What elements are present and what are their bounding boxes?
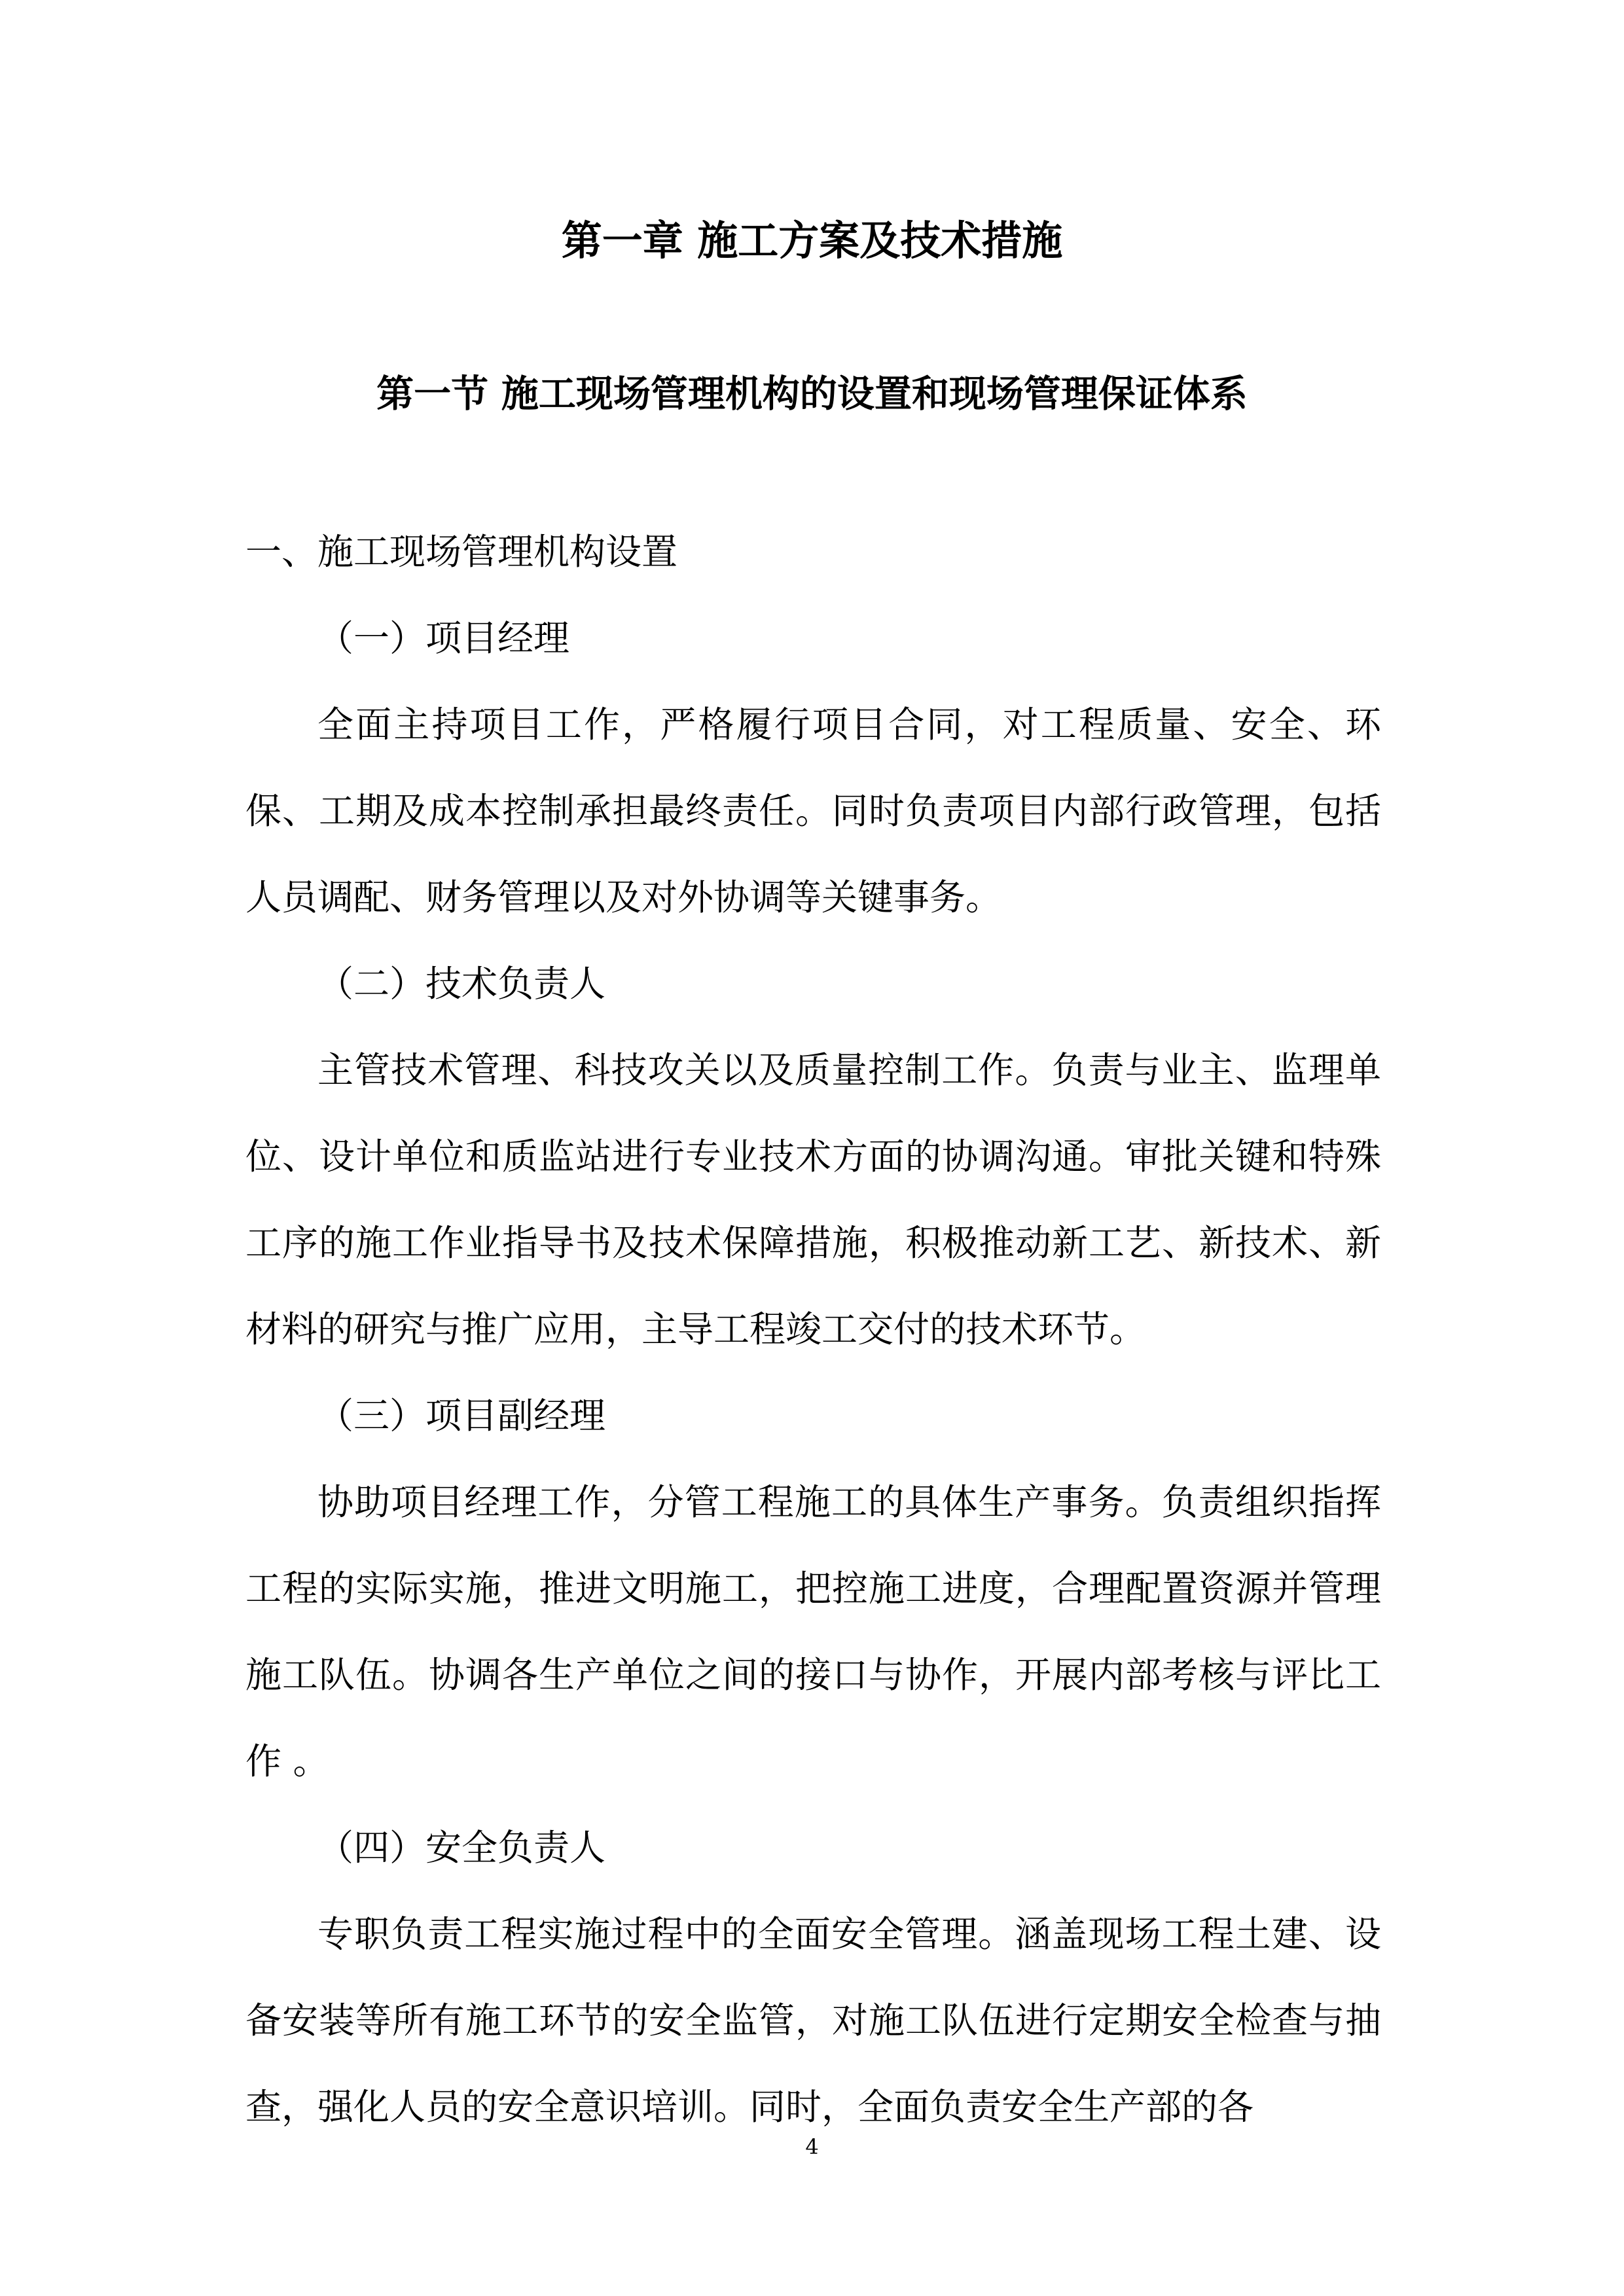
role-heading-safety-officer: （四）安全负责人 xyxy=(317,1827,606,1869)
role-paragraph-deputy-manager: 协助项目经理工作，分管工程施工的具体生产事务。负责组织指挥工程的实际实施，推进文明施工，把控施工进度，合理配置资源并管理施工队伍。协调各生产单位之间的接口与协作，开展内部考核与评比工作 。 xyxy=(245,1481,1381,1782)
heading-level-1: 一、施工现场管理机构设置 xyxy=(245,531,678,573)
role-heading-technical-lead: （二）技术负责人 xyxy=(317,963,606,1005)
role-heading-project-manager: （一）项目经理 xyxy=(317,617,570,659)
role-paragraph-technical-lead: 主管技术管理、科技攻关以及质量控制工作。负责与业主、监理单位、设计单位和质监站进行专业技术方面的协调沟通。审批关键和特殊工序的施工作业指导书及技术保障措施，积极推动新工艺、新技术、新材料的研究与推广应用，主导工程竣工交付的技术环节。 xyxy=(245,1049,1381,1350)
chapter-title: 第一章 施工方案及技术措施 xyxy=(561,217,1063,264)
document-body xyxy=(245,509,1381,2150)
section-title: 第一节 施工现场管理机构的设置和现场管理保证体系 xyxy=(376,372,1248,416)
page-number: 4 xyxy=(805,2134,819,2159)
role-heading-deputy-manager: （三）项目副经理 xyxy=(317,1395,606,1437)
role-paragraph-project-manager: 全面主持项目工作，严格履行项目合同，对工程质量、安全、环保、工期及成本控制承担最终责任。同时负责项目内部行政管理，包括人员调配、财务管理以及对外协调等关键事务。 xyxy=(245,704,1381,918)
role-paragraph-safety-officer: 专职负责工程实施过程中的全面安全管理。涵盖现场工程土建、设备安装等所有施工环节的安全监管，对施工队伍进行定期安全检查与抽查，强化人员的安全意识培训。同时，全面负责安全生产部的各 xyxy=(245,1913,1381,2128)
